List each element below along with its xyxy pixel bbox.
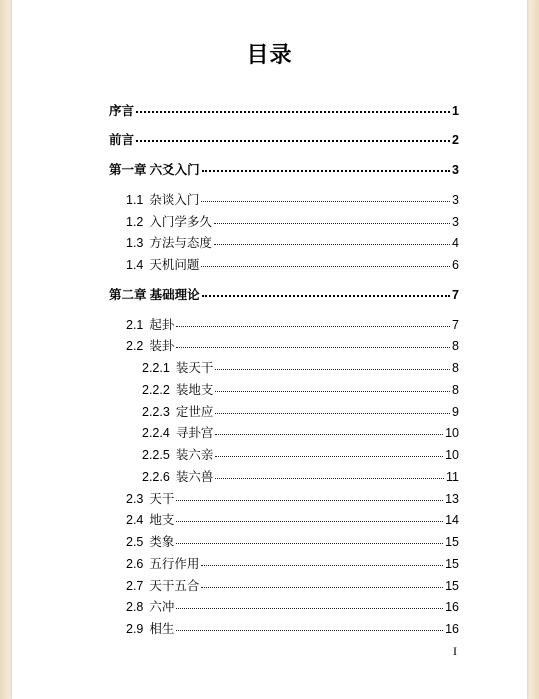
toc-entry-label (126, 257, 201, 273)
toc-entry-number: 1.2 (126, 215, 144, 229)
toc-entry-label (126, 578, 201, 594)
toc-entry-page: 3 (452, 215, 459, 229)
dot-leader (215, 380, 450, 394)
toc-entry-label (126, 599, 176, 615)
toc-entry-label (109, 162, 202, 178)
toc-entry-page: 14 (445, 513, 459, 527)
toc-entry[interactable] (126, 554, 459, 572)
toc-entry-page: 13 (445, 492, 459, 506)
dot-leader (136, 101, 450, 115)
toc-entry[interactable] (142, 423, 459, 441)
toc-entry[interactable] (126, 597, 459, 615)
toc-entry-text: 装地支 (175, 383, 214, 397)
toc-entry-text: 起卦 (149, 318, 175, 332)
toc-entry[interactable] (126, 619, 459, 637)
toc-entry-label (142, 425, 215, 441)
toc-entry-label (142, 360, 215, 376)
toc-entry-page: 15 (445, 557, 459, 571)
toc-entry-text: 方法与态度 (149, 236, 212, 250)
toc-entry-page: 9 (452, 405, 459, 419)
toc-entry-number: 2.6 (126, 557, 144, 571)
toc-entry-label (126, 556, 201, 572)
toc-entry-page: 7 (452, 288, 459, 302)
dot-leader (202, 160, 450, 174)
toc-entry-label (126, 338, 176, 354)
dot-leader (176, 336, 450, 350)
toc-entry-label (142, 469, 215, 485)
toc-entry-label (126, 235, 214, 251)
toc-entry-page: 3 (452, 193, 459, 207)
toc-entry-number: 2.9 (126, 622, 144, 636)
dot-leader (136, 130, 450, 144)
dot-leader (201, 255, 450, 269)
toc-entry-text: 装六兽 (175, 470, 214, 484)
dot-leader (215, 423, 443, 437)
toc-entry[interactable] (126, 212, 459, 230)
toc-entry-number: 2.2.4 (142, 426, 170, 440)
dot-leader (215, 467, 444, 481)
toc-entry[interactable] (109, 130, 459, 148)
toc-entry-text: 相生 (149, 622, 175, 636)
toc-entry-page: 11 (446, 470, 459, 484)
dot-leader (201, 554, 443, 568)
toc-entry-text: 定世应 (175, 405, 214, 419)
toc-entry-text: 天机问题 (149, 258, 200, 272)
toc-entry-text: 第一章 六爻入门 (109, 163, 200, 177)
toc-entry-page: 16 (445, 600, 459, 614)
toc-entry[interactable] (126, 336, 459, 354)
toc-entry[interactable] (142, 380, 459, 398)
toc-entry[interactable] (126, 315, 459, 333)
toc-entry-number: 1.3 (126, 236, 144, 250)
toc-entry[interactable] (126, 576, 459, 594)
dot-leader (176, 619, 443, 633)
toc-entry-number: 2.1 (126, 318, 144, 332)
toc-entry-number: 2.2.3 (142, 405, 170, 419)
toc-entry-number: 2.3 (126, 492, 144, 506)
toc-entry[interactable] (109, 160, 459, 178)
toc-entry-label (126, 214, 214, 230)
toc-entry-text: 天干五合 (149, 579, 200, 593)
toc-entry-text: 装卦 (149, 339, 175, 353)
toc-entry[interactable] (126, 255, 459, 273)
dot-leader (176, 597, 443, 611)
toc-entry-text: 杂谈入门 (149, 193, 200, 207)
toc-entry-page: 2 (452, 133, 459, 147)
toc-entry[interactable] (126, 510, 459, 528)
toc-entry[interactable] (126, 532, 459, 550)
toc-entry-text: 天干 (149, 492, 175, 506)
toc-entry-text: 入门学多久 (149, 215, 212, 229)
document-page (12, 0, 527, 699)
toc-entry-page: 6 (452, 258, 459, 272)
toc-entry[interactable] (109, 285, 459, 303)
toc-entry-page: 16 (445, 622, 459, 636)
toc-entry-page: 15 (445, 579, 459, 593)
toc-entry[interactable] (142, 445, 459, 463)
table-of-contents (12, 0, 527, 699)
toc-entry-page: 15 (445, 535, 459, 549)
dot-leader (176, 315, 450, 329)
toc-entry-page: 4 (452, 236, 459, 250)
toc-entry[interactable] (142, 402, 459, 420)
dot-leader (176, 532, 443, 546)
toc-entry-page: 8 (452, 383, 459, 397)
toc-entry-label (142, 382, 215, 398)
toc-entry-label (109, 132, 136, 148)
toc-entry-text: 第二章 基础理论 (109, 288, 200, 302)
toc-entry-page: 3 (452, 163, 459, 177)
dot-leader (214, 233, 450, 247)
toc-entry[interactable] (142, 467, 459, 485)
toc-entry-page: 10 (445, 426, 459, 440)
toc-entry-text: 寻卦宫 (175, 426, 214, 440)
toc-entry-page: 8 (452, 339, 459, 353)
toc-entry-label (126, 621, 176, 637)
toc-entry-label (109, 287, 202, 303)
toc-entry-label (126, 534, 176, 550)
toc-entry-number: 2.2.1 (142, 361, 170, 375)
toc-entry-label (142, 404, 215, 420)
dot-leader (176, 489, 443, 503)
toc-entry-number: 1.1 (126, 193, 144, 207)
toc-entry-number: 2.2 (126, 339, 144, 353)
dot-leader (201, 576, 443, 590)
toc-entry-number: 2.5 (126, 535, 144, 549)
toc-entry-number: 2.2.6 (142, 470, 170, 484)
toc-entry-text: 装六亲 (175, 448, 214, 462)
toc-entry-text: 地支 (149, 513, 175, 527)
toc-entry-text: 五行作用 (149, 557, 200, 571)
toc-entry-label (142, 447, 215, 463)
toc-entry-number: 2.2.5 (142, 448, 170, 462)
toc-entry-label (126, 317, 176, 333)
dot-leader (202, 285, 450, 299)
toc-entry-number: 2.7 (126, 579, 144, 593)
dot-leader (215, 358, 450, 372)
toc-entry-number: 2.2.2 (142, 383, 170, 397)
toc-entry-label (109, 103, 136, 119)
toc-entry[interactable] (126, 489, 459, 507)
toc-entry-text: 六冲 (149, 600, 175, 614)
toc-entry-label (126, 491, 176, 507)
toc-entry-page: 1 (452, 104, 459, 118)
toc-entry-number: 2.8 (126, 600, 144, 614)
page-number-footer: I (453, 644, 457, 658)
toc-entry[interactable] (126, 190, 459, 208)
toc-entry-number: 1.4 (126, 258, 144, 272)
toc-entry-label (126, 512, 176, 528)
dot-leader (214, 212, 450, 226)
toc-entry[interactable] (109, 101, 459, 119)
dot-leader (176, 510, 443, 524)
toc-entry-page: 10 (445, 448, 459, 462)
toc-entry[interactable] (142, 358, 459, 376)
toc-entry-page: 7 (452, 318, 459, 332)
toc-entry-text: 类象 (149, 535, 175, 549)
dot-leader (215, 445, 443, 459)
toc-entry[interactable] (126, 233, 459, 251)
dot-leader (201, 190, 450, 204)
toc-entry-number: 2.4 (126, 513, 144, 527)
toc-entry-label (126, 192, 201, 208)
toc-entry-text: 序言 (109, 104, 135, 118)
toc-entry-page: 8 (452, 361, 459, 375)
dot-leader (215, 402, 450, 416)
toc-entry-text: 装天干 (175, 361, 214, 375)
page-title: 目录 (246, 43, 293, 68)
toc-entry-text: 前言 (109, 133, 135, 147)
